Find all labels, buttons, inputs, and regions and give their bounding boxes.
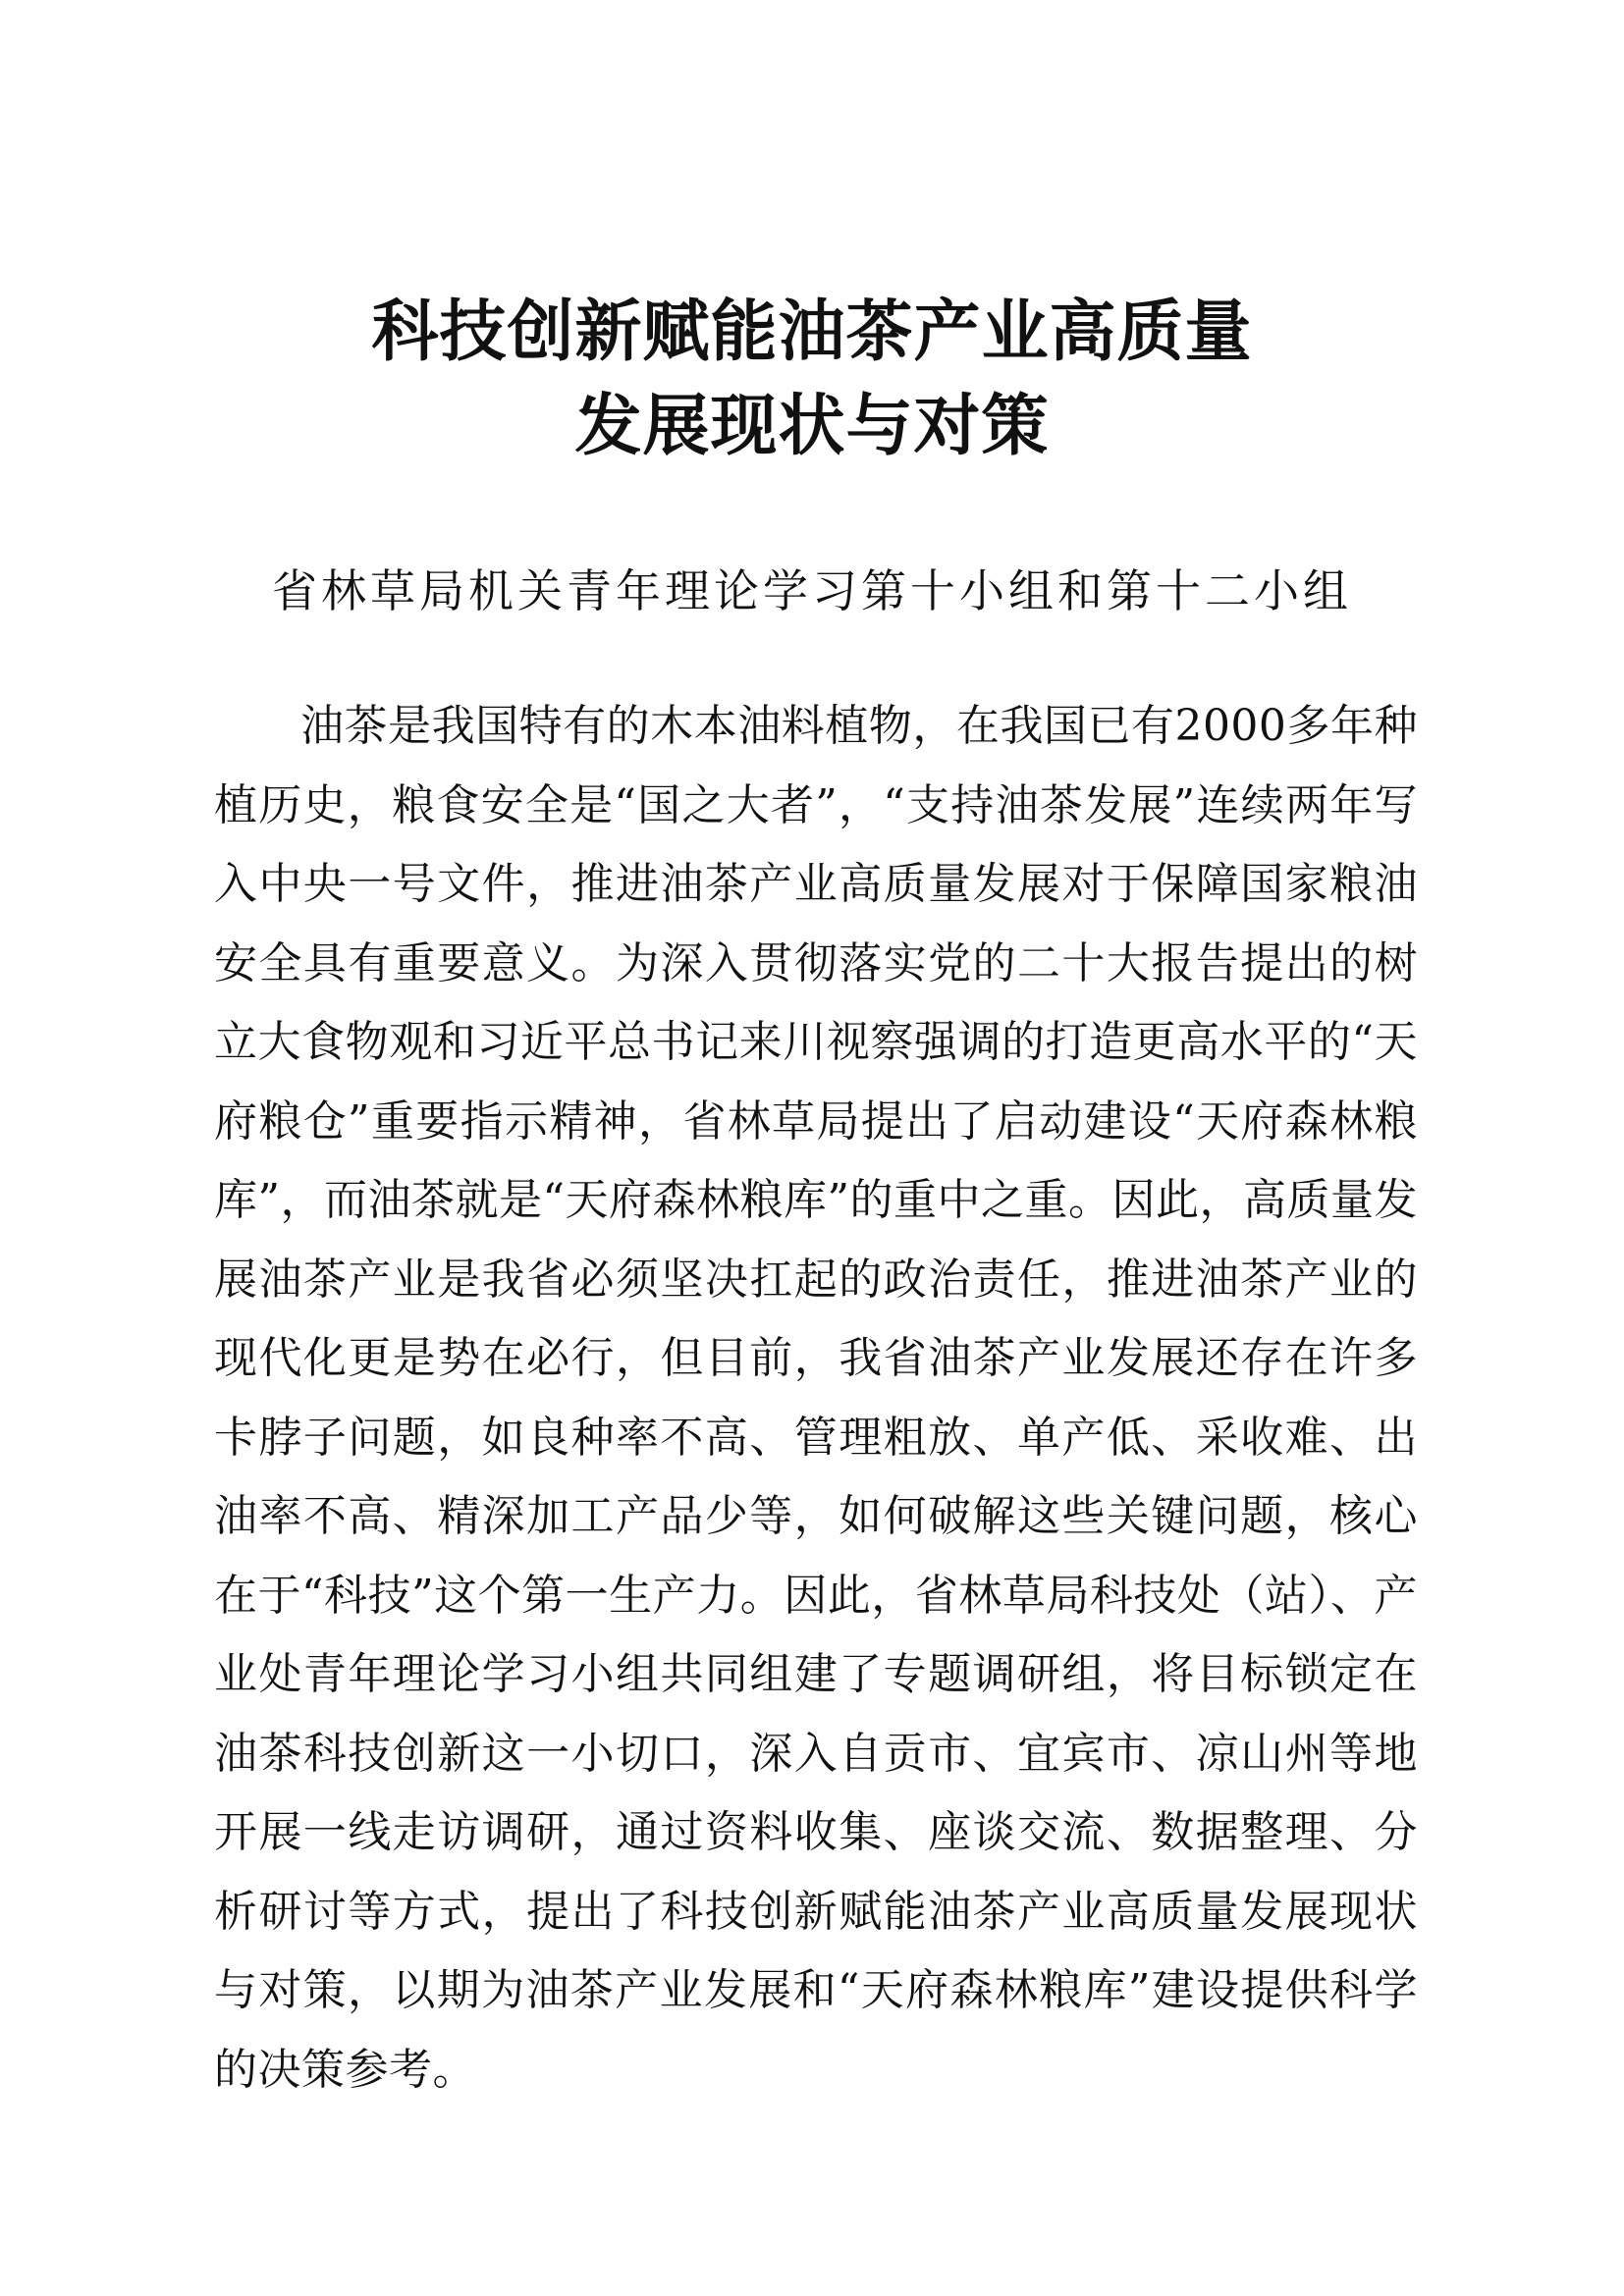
title-line-2: 发展现状与对策 [574,387,1050,465]
author-line: 省林草局机关青年理论学习第十小组和第十二小组 [272,564,1352,617]
body-paragraph: 油茶是我国特有的木本油料植物，在我国已有2000多年种植历史，粮食安全是“国之大者”，“支持油茶发展”连续两年写入中央一号文件，推进油茶产业高质量发展对于保障国家粮油安全具有重要意义。为深入贯彻落实党的二十大报告提出的树立大食物观和习近平总书记来川视察强调的打造更高水平的“天府粮仓”重要指示精神，省林草局提出了启动建设“天府森林粮库”，而油茶就是“天府森林粮库”的重中之重。因此，高质量发展油茶产业是我省必须坚决扛起的政治责任，推进油茶产业的现代化更是势在必行，但目前，我省油茶产业发展还存在许多卡脖子问题，如良种率不高、管理粗放、单产低、采收难、出油率不高、精深加工产品少等，如何破解这些关键问题，核心在于“科技”这个第一生产力。因此，省林草局科技处（站）、产业处青年理论学习小组共同组建了专题调研组，将目标锁定在油茶科技创新这一小切口，深入自贡市、宜宾市、凉山州等地开展一线走访调研，通过资料收集、座谈交流、数据整理、分析研讨等方式，提出了科技创新赋能油茶产业高质量发展现状与对策，以期为油茶产业发展和“天府森林粮库”建设提供科学的决策参考。 [214,701,1418,2095]
document-title [0,285,1624,473]
title-line-1: 科技创新赋能油茶产业高质量 [371,293,1253,371]
